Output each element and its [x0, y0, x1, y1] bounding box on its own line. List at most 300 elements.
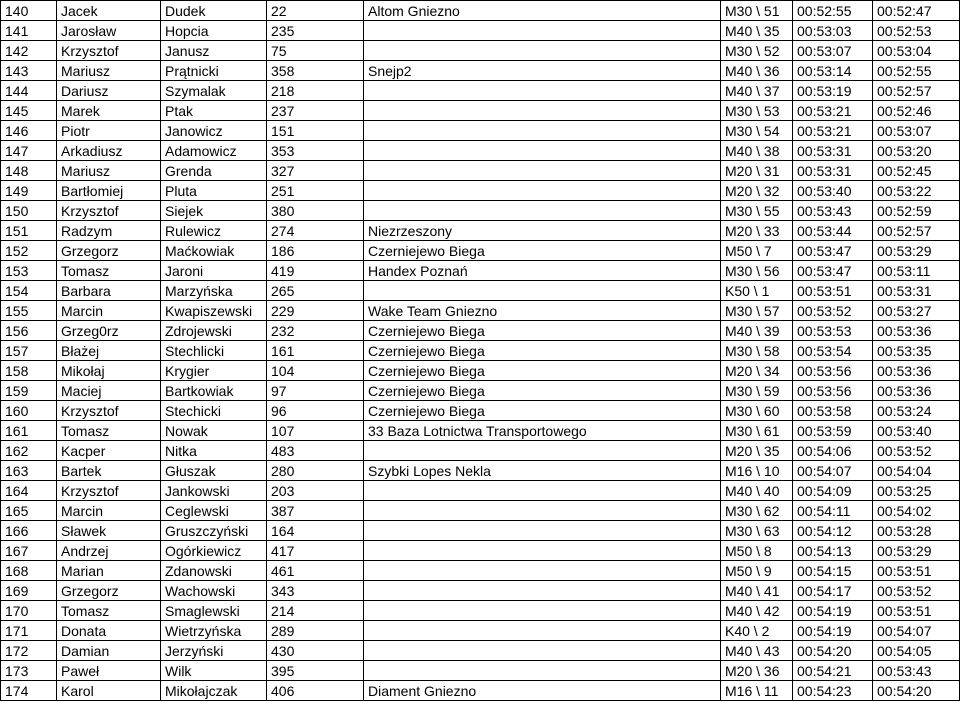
category-cell: K40 \ 2	[721, 621, 793, 641]
bib-number-cell: 387	[267, 501, 364, 521]
net-time-cell: 00:52:57	[873, 221, 960, 241]
net-time-cell: 00:54:05	[873, 641, 960, 661]
last-name-cell: Jaroni	[161, 261, 267, 281]
club-cell: Wake Team Gniezno	[364, 301, 721, 321]
category-cell: M40 \ 37	[721, 81, 793, 101]
bib-number-cell: 289	[267, 621, 364, 641]
table-row	[1, 261, 960, 281]
bib-number-cell: 265	[267, 281, 364, 301]
club-cell: Snejp2	[364, 61, 721, 81]
category-cell: M50 \ 7	[721, 241, 793, 261]
place-cell: 153	[1, 261, 57, 281]
last-name-cell: Adamowicz	[161, 141, 267, 161]
place-cell: 170	[1, 601, 57, 621]
club-cell: Altom Gniezno	[364, 1, 721, 21]
last-name-cell: Rulewicz	[161, 221, 267, 241]
bib-number-cell: 161	[267, 341, 364, 361]
category-cell: M20 \ 31	[721, 161, 793, 181]
first-name-cell: Arkadiusz	[57, 141, 161, 161]
club-cell	[364, 481, 721, 501]
table-row	[1, 61, 960, 81]
last-name-cell: Dudek	[161, 1, 267, 21]
place-cell: 161	[1, 421, 57, 441]
category-cell: M20 \ 36	[721, 661, 793, 681]
net-time-cell: 00:54:02	[873, 501, 960, 521]
bib-number-cell: 461	[267, 561, 364, 581]
gross-time-cell: 00:53:47	[793, 261, 873, 281]
first-name-cell: Marcin	[57, 501, 161, 521]
bib-number-cell: 251	[267, 181, 364, 201]
bib-number-cell: 22	[267, 1, 364, 21]
bib-number-cell: 107	[267, 421, 364, 441]
table-row	[1, 1, 960, 21]
net-time-cell: 00:54:04	[873, 461, 960, 481]
place-cell: 150	[1, 201, 57, 221]
last-name-cell: Ceglewski	[161, 501, 267, 521]
gross-time-cell: 00:53:21	[793, 121, 873, 141]
place-cell: 156	[1, 321, 57, 341]
table-row	[1, 561, 960, 581]
club-cell: Czerniejewo Biega	[364, 321, 721, 341]
gross-time-cell: 00:53:51	[793, 281, 873, 301]
place-cell: 173	[1, 661, 57, 681]
first-name-cell: Krzysztof	[57, 41, 161, 61]
gross-time-cell: 00:54:15	[793, 561, 873, 581]
club-cell	[364, 141, 721, 161]
table-row	[1, 81, 960, 101]
last-name-cell: Gruszczyński	[161, 521, 267, 541]
net-time-cell: 00:53:29	[873, 241, 960, 261]
first-name-cell: Jarosław	[57, 21, 161, 41]
net-time-cell: 00:53:51	[873, 601, 960, 621]
place-cell: 141	[1, 21, 57, 41]
last-name-cell: Wietrzyńska	[161, 621, 267, 641]
club-cell: 33 Baza Lotnictwa Transportowego	[364, 421, 721, 441]
category-cell: M16 \ 10	[721, 461, 793, 481]
gross-time-cell: 00:54:21	[793, 661, 873, 681]
first-name-cell: Tomasz	[57, 421, 161, 441]
bib-number-cell: 483	[267, 441, 364, 461]
gross-time-cell: 00:54:12	[793, 521, 873, 541]
first-name-cell: Bartek	[57, 461, 161, 481]
table-row	[1, 281, 960, 301]
last-name-cell: Jerzyński	[161, 641, 267, 661]
gross-time-cell: 00:54:23	[793, 681, 873, 701]
table-row	[1, 201, 960, 221]
first-name-cell: Mikołaj	[57, 361, 161, 381]
category-cell: M40 \ 39	[721, 321, 793, 341]
first-name-cell: Krzysztof	[57, 401, 161, 421]
place-cell: 152	[1, 241, 57, 261]
category-cell: M40 \ 40	[721, 481, 793, 501]
first-name-cell: Karol	[57, 681, 161, 701]
category-cell: M16 \ 11	[721, 681, 793, 701]
first-name-cell: Barbara	[57, 281, 161, 301]
bib-number-cell: 419	[267, 261, 364, 281]
bib-number-cell: 75	[267, 41, 364, 61]
gross-time-cell: 00:53:56	[793, 361, 873, 381]
club-cell	[364, 81, 721, 101]
club-cell: Handex Poznań	[364, 261, 721, 281]
gross-time-cell: 00:54:11	[793, 501, 873, 521]
club-cell	[364, 41, 721, 61]
gross-time-cell: 00:54:07	[793, 461, 873, 481]
table-row	[1, 361, 960, 381]
first-name-cell: Grzegorz	[57, 581, 161, 601]
club-cell	[364, 281, 721, 301]
table-row	[1, 601, 960, 621]
place-cell: 174	[1, 681, 57, 701]
category-cell: M20 \ 33	[721, 221, 793, 241]
table-row	[1, 541, 960, 561]
table-row	[1, 681, 960, 701]
net-time-cell: 00:53:52	[873, 581, 960, 601]
net-time-cell: 00:53:51	[873, 561, 960, 581]
table-row	[1, 181, 960, 201]
first-name-cell: Marek	[57, 101, 161, 121]
results-table-body	[1, 1, 960, 701]
gross-time-cell: 00:54:17	[793, 581, 873, 601]
place-cell: 140	[1, 1, 57, 21]
table-row	[1, 141, 960, 161]
place-cell: 171	[1, 621, 57, 641]
first-name-cell: Jacek	[57, 1, 161, 21]
category-cell: M30 \ 57	[721, 301, 793, 321]
table-row	[1, 41, 960, 61]
gross-time-cell: 00:53:53	[793, 321, 873, 341]
net-time-cell: 00:53:28	[873, 521, 960, 541]
bib-number-cell: 280	[267, 461, 364, 481]
net-time-cell: 00:54:20	[873, 681, 960, 701]
first-name-cell: Paweł	[57, 661, 161, 681]
last-name-cell: Smaglewski	[161, 601, 267, 621]
net-time-cell: 00:54:07	[873, 621, 960, 641]
club-cell	[364, 641, 721, 661]
bib-number-cell: 203	[267, 481, 364, 501]
category-cell: M30 \ 62	[721, 501, 793, 521]
last-name-cell: Maćkowiak	[161, 241, 267, 261]
last-name-cell: Janusz	[161, 41, 267, 61]
table-row	[1, 301, 960, 321]
bib-number-cell: 104	[267, 361, 364, 381]
category-cell: M30 \ 52	[721, 41, 793, 61]
net-time-cell: 00:52:55	[873, 61, 960, 81]
table-row	[1, 121, 960, 141]
last-name-cell: Kwapiszewski	[161, 301, 267, 321]
club-cell	[364, 161, 721, 181]
club-cell	[364, 501, 721, 521]
bib-number-cell: 151	[267, 121, 364, 141]
gross-time-cell: 00:54:06	[793, 441, 873, 461]
place-cell: 148	[1, 161, 57, 181]
table-row	[1, 621, 960, 641]
last-name-cell: Nitka	[161, 441, 267, 461]
place-cell: 154	[1, 281, 57, 301]
first-name-cell: Krzysztof	[57, 481, 161, 501]
place-cell: 160	[1, 401, 57, 421]
net-time-cell: 00:52:47	[873, 1, 960, 21]
table-row	[1, 381, 960, 401]
bib-number-cell: 218	[267, 81, 364, 101]
net-time-cell: 00:53:22	[873, 181, 960, 201]
gross-time-cell: 00:53:59	[793, 421, 873, 441]
club-cell: Czerniejewo Biega	[364, 341, 721, 361]
category-cell: M40 \ 38	[721, 141, 793, 161]
club-cell: Czerniejewo Biega	[364, 361, 721, 381]
net-time-cell: 00:53:36	[873, 361, 960, 381]
net-time-cell: 00:53:43	[873, 661, 960, 681]
net-time-cell: 00:53:11	[873, 261, 960, 281]
category-cell: M40 \ 41	[721, 581, 793, 601]
bib-number-cell: 395	[267, 661, 364, 681]
table-row	[1, 501, 960, 521]
bib-number-cell: 186	[267, 241, 364, 261]
club-cell	[364, 21, 721, 41]
place-cell: 169	[1, 581, 57, 601]
club-cell: Czerniejewo Biega	[364, 401, 721, 421]
gross-time-cell: 00:54:09	[793, 481, 873, 501]
net-time-cell: 00:53:40	[873, 421, 960, 441]
last-name-cell: Krygier	[161, 361, 267, 381]
table-row	[1, 441, 960, 461]
first-name-cell: Marcin	[57, 301, 161, 321]
club-cell	[364, 521, 721, 541]
bib-number-cell: 353	[267, 141, 364, 161]
gross-time-cell: 00:54:19	[793, 621, 873, 641]
first-name-cell: Mariusz	[57, 61, 161, 81]
gross-time-cell: 00:53:58	[793, 401, 873, 421]
place-cell: 145	[1, 101, 57, 121]
net-time-cell: 00:53:29	[873, 541, 960, 561]
gross-time-cell: 00:53:31	[793, 141, 873, 161]
place-cell: 151	[1, 221, 57, 241]
first-name-cell: Grzegorz	[57, 241, 161, 261]
place-cell: 146	[1, 121, 57, 141]
first-name-cell: Maciej	[57, 381, 161, 401]
category-cell: M50 \ 8	[721, 541, 793, 561]
last-name-cell: Stechicki	[161, 401, 267, 421]
net-time-cell: 00:52:46	[873, 101, 960, 121]
category-cell: M20 \ 34	[721, 361, 793, 381]
club-cell	[364, 201, 721, 221]
first-name-cell: Damian	[57, 641, 161, 661]
net-time-cell: 00:53:35	[873, 341, 960, 361]
first-name-cell: Sławek	[57, 521, 161, 541]
table-row	[1, 481, 960, 501]
table-row	[1, 101, 960, 121]
bib-number-cell: 237	[267, 101, 364, 121]
bib-number-cell: 96	[267, 401, 364, 421]
table-row	[1, 221, 960, 241]
last-name-cell: Mikołajczak	[161, 681, 267, 701]
gross-time-cell: 00:53:47	[793, 241, 873, 261]
table-row	[1, 641, 960, 661]
first-name-cell: Andrzej	[57, 541, 161, 561]
category-cell: M30 \ 55	[721, 201, 793, 221]
table-row	[1, 421, 960, 441]
last-name-cell: Wilk	[161, 661, 267, 681]
last-name-cell: Janowicz	[161, 121, 267, 141]
last-name-cell: Ptak	[161, 101, 267, 121]
club-cell	[364, 561, 721, 581]
last-name-cell: Szymalak	[161, 81, 267, 101]
place-cell: 167	[1, 541, 57, 561]
category-cell: M30 \ 61	[721, 421, 793, 441]
table-row	[1, 401, 960, 421]
first-name-cell: Mariusz	[57, 161, 161, 181]
net-time-cell: 00:53:27	[873, 301, 960, 321]
place-cell: 166	[1, 521, 57, 541]
first-name-cell: Marian	[57, 561, 161, 581]
gross-time-cell: 00:54:19	[793, 601, 873, 621]
category-cell: M30 \ 63	[721, 521, 793, 541]
first-name-cell: Błażej	[57, 341, 161, 361]
last-name-cell: Bartkowiak	[161, 381, 267, 401]
gross-time-cell: 00:53:03	[793, 21, 873, 41]
table-row	[1, 161, 960, 181]
first-name-cell: Dariusz	[57, 81, 161, 101]
bib-number-cell: 229	[267, 301, 364, 321]
club-cell	[364, 441, 721, 461]
net-time-cell: 00:53:04	[873, 41, 960, 61]
bib-number-cell: 97	[267, 381, 364, 401]
place-cell: 142	[1, 41, 57, 61]
club-cell	[364, 601, 721, 621]
club-cell: Czerniejewo Biega	[364, 241, 721, 261]
net-time-cell: 00:53:52	[873, 441, 960, 461]
net-time-cell: 00:52:57	[873, 81, 960, 101]
bib-number-cell: 274	[267, 221, 364, 241]
gross-time-cell: 00:53:14	[793, 61, 873, 81]
place-cell: 157	[1, 341, 57, 361]
gross-time-cell: 00:53:54	[793, 341, 873, 361]
net-time-cell: 00:53:24	[873, 401, 960, 421]
category-cell: M30 \ 59	[721, 381, 793, 401]
place-cell: 159	[1, 381, 57, 401]
place-cell: 158	[1, 361, 57, 381]
place-cell: 164	[1, 481, 57, 501]
bib-number-cell: 358	[267, 61, 364, 81]
first-name-cell: Bartłomiej	[57, 181, 161, 201]
category-cell: K50 \ 1	[721, 281, 793, 301]
last-name-cell: Zdrojewski	[161, 321, 267, 341]
net-time-cell: 00:53:07	[873, 121, 960, 141]
category-cell: M40 \ 42	[721, 601, 793, 621]
gross-time-cell: 00:53:44	[793, 221, 873, 241]
gross-time-cell: 00:53:19	[793, 81, 873, 101]
club-cell: Niezrzeszony	[364, 221, 721, 241]
gross-time-cell: 00:53:56	[793, 381, 873, 401]
category-cell: M20 \ 32	[721, 181, 793, 201]
category-cell: M50 \ 9	[721, 561, 793, 581]
last-name-cell: Ogórkiewicz	[161, 541, 267, 561]
bib-number-cell: 417	[267, 541, 364, 561]
gross-time-cell: 00:54:20	[793, 641, 873, 661]
club-cell: Czerniejewo Biega	[364, 381, 721, 401]
table-row	[1, 581, 960, 601]
last-name-cell: Prątnicki	[161, 61, 267, 81]
category-cell: M30 \ 53	[721, 101, 793, 121]
club-cell	[364, 661, 721, 681]
place-cell: 162	[1, 441, 57, 461]
last-name-cell: Nowak	[161, 421, 267, 441]
place-cell: 163	[1, 461, 57, 481]
category-cell: M30 \ 51	[721, 1, 793, 21]
last-name-cell: Wachowski	[161, 581, 267, 601]
first-name-cell: Piotr	[57, 121, 161, 141]
table-row	[1, 661, 960, 681]
club-cell: Szybki Lopes Nekla	[364, 461, 721, 481]
last-name-cell: Stechlicki	[161, 341, 267, 361]
bib-number-cell: 343	[267, 581, 364, 601]
last-name-cell: Marzyńska	[161, 281, 267, 301]
category-cell: M30 \ 54	[721, 121, 793, 141]
first-name-cell: Donata	[57, 621, 161, 641]
category-cell: M20 \ 35	[721, 441, 793, 461]
last-name-cell: Zdanowski	[161, 561, 267, 581]
club-cell	[364, 101, 721, 121]
net-time-cell: 00:53:20	[873, 141, 960, 161]
gross-time-cell: 00:53:31	[793, 161, 873, 181]
gross-time-cell: 00:53:43	[793, 201, 873, 221]
club-cell	[364, 621, 721, 641]
category-cell: M40 \ 43	[721, 641, 793, 661]
club-cell	[364, 121, 721, 141]
last-name-cell: Hopcia	[161, 21, 267, 41]
bib-number-cell: 164	[267, 521, 364, 541]
gross-time-cell: 00:53:07	[793, 41, 873, 61]
last-name-cell: Grenda	[161, 161, 267, 181]
last-name-cell: Głuszak	[161, 461, 267, 481]
table-row	[1, 321, 960, 341]
net-time-cell: 00:53:31	[873, 281, 960, 301]
place-cell: 149	[1, 181, 57, 201]
category-cell: M30 \ 56	[721, 261, 793, 281]
net-time-cell: 00:53:25	[873, 481, 960, 501]
net-time-cell: 00:53:36	[873, 381, 960, 401]
category-cell: M40 \ 36	[721, 61, 793, 81]
last-name-cell: Jankowski	[161, 481, 267, 501]
place-cell: 155	[1, 301, 57, 321]
table-row	[1, 341, 960, 361]
table-row	[1, 521, 960, 541]
gross-time-cell: 00:53:52	[793, 301, 873, 321]
table-row	[1, 461, 960, 481]
place-cell: 172	[1, 641, 57, 661]
first-name-cell: Tomasz	[57, 261, 161, 281]
club-cell: Diament Gniezno	[364, 681, 721, 701]
place-cell: 143	[1, 61, 57, 81]
last-name-cell: Pluta	[161, 181, 267, 201]
first-name-cell: Radzym	[57, 221, 161, 241]
club-cell	[364, 581, 721, 601]
bib-number-cell: 430	[267, 641, 364, 661]
first-name-cell: Tomasz	[57, 601, 161, 621]
net-time-cell: 00:52:53	[873, 21, 960, 41]
net-time-cell: 00:53:36	[873, 321, 960, 341]
place-cell: 165	[1, 501, 57, 521]
bib-number-cell: 327	[267, 161, 364, 181]
table-row	[1, 21, 960, 41]
bib-number-cell: 214	[267, 601, 364, 621]
category-cell: M40 \ 35	[721, 21, 793, 41]
category-cell: M30 \ 60	[721, 401, 793, 421]
gross-time-cell: 00:53:21	[793, 101, 873, 121]
gross-time-cell: 00:54:13	[793, 541, 873, 561]
place-cell: 144	[1, 81, 57, 101]
first-name-cell: Kacper	[57, 441, 161, 461]
bib-number-cell: 406	[267, 681, 364, 701]
